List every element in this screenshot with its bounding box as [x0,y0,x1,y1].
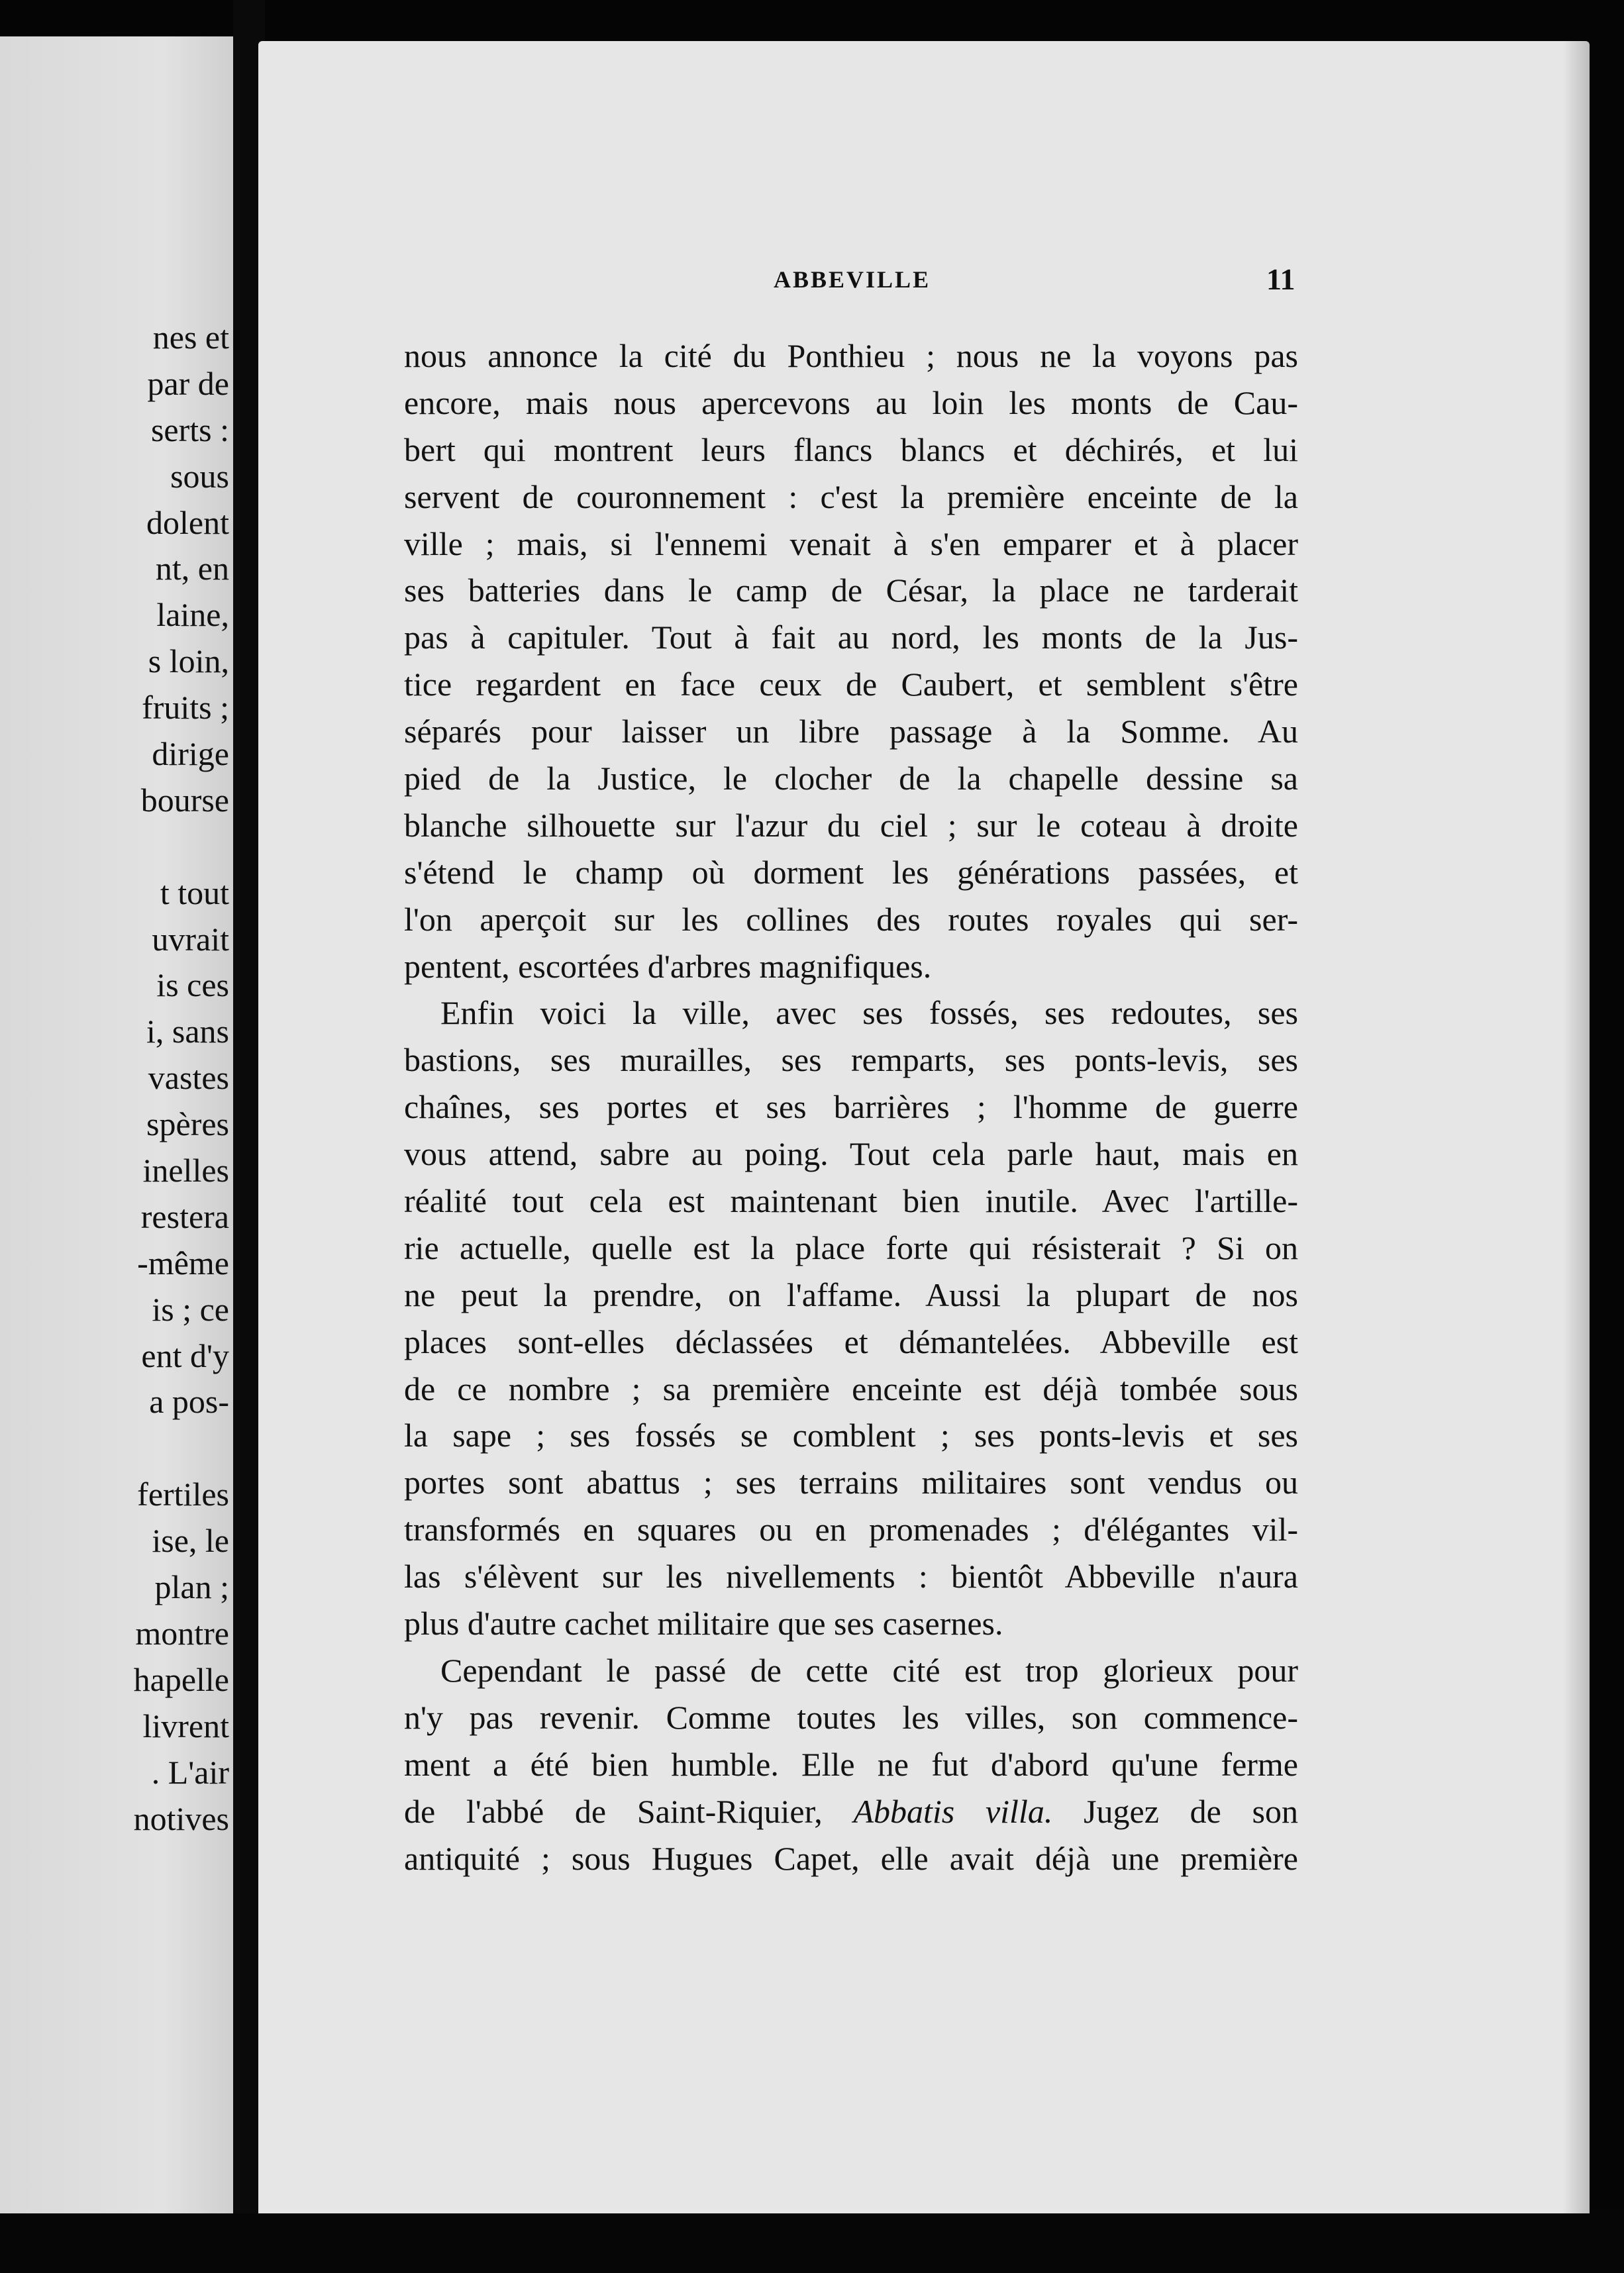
text-line: bert qui montrent leurs flancs blancs et déchirés, et lui [404,430,1298,468]
running-head [258,256,1295,303]
left-page-fragment [0,36,233,2222]
left-page-line: serts : [150,411,229,448]
text-line: séparés pour laisser un libre passage à la Somme. Au [404,713,1298,750]
text-line: pied de la Justice, le clocher de la chapelle dessine sa [404,760,1298,797]
text-line: transformés en squares ou en promenades ; d'élégantes vil- [404,1511,1298,1548]
left-page-line: ise, le [152,1522,229,1560]
left-page-line: dirige [152,735,229,773]
left-page-line [4,824,229,870]
text-line: de ce nombre ; sa première enceinte est déjà tombée sous [404,1370,1298,1407]
latin-italic-phrase: Abbatis villa. [853,1792,1053,1830]
body-text [404,332,1298,1882]
text-line: s'étend le champ où dorment les générations passées, et [404,853,1298,891]
paragraph-1 [404,332,1298,989]
left-page-line: -même [137,1244,229,1282]
text-line: réalité tout cela est maintenant bien inutile. Avec l'artille- [404,1182,1298,1220]
left-page-line: i, sans [146,1013,229,1050]
left-page-line: par de [147,364,229,402]
running-title: ABBEVILLE [774,266,931,293]
scan-bottom-border [0,2213,1624,2273]
text-line: Enfin voici la ville, avec ses fossés, ses redoutes, ses [440,994,1298,1032]
left-page-line: dolent [146,503,229,541]
text-line: las s'élèvent sur les nivellements : bientôt Abbeville n'aura [404,1558,1298,1595]
left-page-line: laine, [156,596,229,634]
text-line: Cependant le passé de cette cité est trop glorieux pour [440,1651,1298,1689]
left-page-line: hapelle [133,1660,229,1698]
paragraph-2 [404,989,1298,1646]
text-line: servent de couronnement : c'est la première enceinte de la [404,478,1298,515]
text-line: antiquité ; sous Hugues Capet, elle avait déjà une première [404,1839,1298,1877]
text-line: ses batteries dans le camp de César, la place ne tarderait [404,572,1298,609]
left-page-line: t tout [160,874,229,911]
text-line: rie actuelle, quelle est la place forte qui résisterait ? Si on [404,1229,1298,1266]
left-page-line: s loin, [148,642,229,680]
text-line: portes sont abattus ; ses terrains militaires sont vendus ou [404,1464,1298,1501]
left-page-line: inelles [142,1152,229,1189]
left-page-line: fertiles [137,1476,229,1513]
left-page-line: montre [135,1614,229,1652]
text-segment: de l'abbé de Saint-Riquier, [404,1792,854,1830]
left-page-line: sous [170,457,229,495]
left-page-line: . L'air [151,1753,229,1791]
text-line: blanche silhouette sur l'azur du ciel ; sur le coteau à droite [404,806,1298,844]
text-line: nous annonce la cité du Ponthieu ; nous ne la voyons pas [404,337,1298,374]
text-line: vous attend, sabre au poing. Tout cela parle haut, mais en [404,1135,1298,1173]
text-line: ville ; mais, si l'ennemi venait à s'en emparer et à placer [404,525,1298,562]
text-line: tice regardent en face ceux de Caubert, et semblent s'être [404,666,1298,703]
text-line: encore, mais nous apercevons au loin les monts de Cau- [404,383,1298,421]
text-line: ne peut la prendre, on l'affame. Aussi la plupart de nos [404,1276,1298,1313]
right-page [258,41,1590,2220]
left-page-line: spères [146,1105,229,1143]
text-line: chaînes, ses portes et ses barrières ; l'homme de guerre [404,1088,1298,1126]
page-number: 11 [1266,262,1295,296]
left-page-line: a pos- [149,1383,229,1421]
text-line: l'on aperçoit sur les collines des routes royales qui ser- [404,900,1298,938]
page-edge-shadow [1563,41,1590,2220]
left-page-line: uvrait [152,920,229,958]
left-page-line [4,1425,229,1472]
left-page-line: nt, en [155,550,229,587]
left-page-line: plan ; [154,1568,229,1606]
left-page-line: notives [133,1799,229,1837]
text-line: n'y pas revenir. Comme toutes les villes, son commence- [404,1698,1298,1736]
text-line: la sape ; ses fossés se comblent ; ses ponts-levis et ses [404,1417,1298,1454]
text-line: pas à capituler. Tout à fait au nord, les monts de la Jus- [404,619,1298,656]
text-line: plus d'autre cachet militaire que ses casernes. [404,1605,1003,1642]
left-page-line: vastes [148,1059,229,1097]
left-page-line: nes et [152,319,229,356]
text-line: pentent, escortées d'arbres magnifiques. [404,947,932,985]
text-line-with-italic [404,1788,1298,1835]
text-line: places sont-elles déclassées et démantelées. Abbeville est [404,1323,1298,1360]
text-segment: Jugez de son [1052,1792,1298,1830]
left-page-line: is ; ce [152,1290,229,1328]
left-page-line: fruits ; [142,689,229,727]
left-page-line: livrent [142,1707,229,1744]
text-line: ment a été bien humble. Elle ne fut d'abord qu'une ferme [404,1745,1298,1783]
left-page-line: is ces [156,966,229,1004]
left-page-line: ent d'y [141,1337,229,1374]
paragraph-3 [404,1647,1298,1882]
left-page-text [4,315,229,1842]
left-page-line: restera [140,1197,229,1235]
left-page-line: bourse [140,781,229,819]
text-line: bastions, ses murailles, ses remparts, ses ponts-levis, ses [404,1041,1298,1079]
